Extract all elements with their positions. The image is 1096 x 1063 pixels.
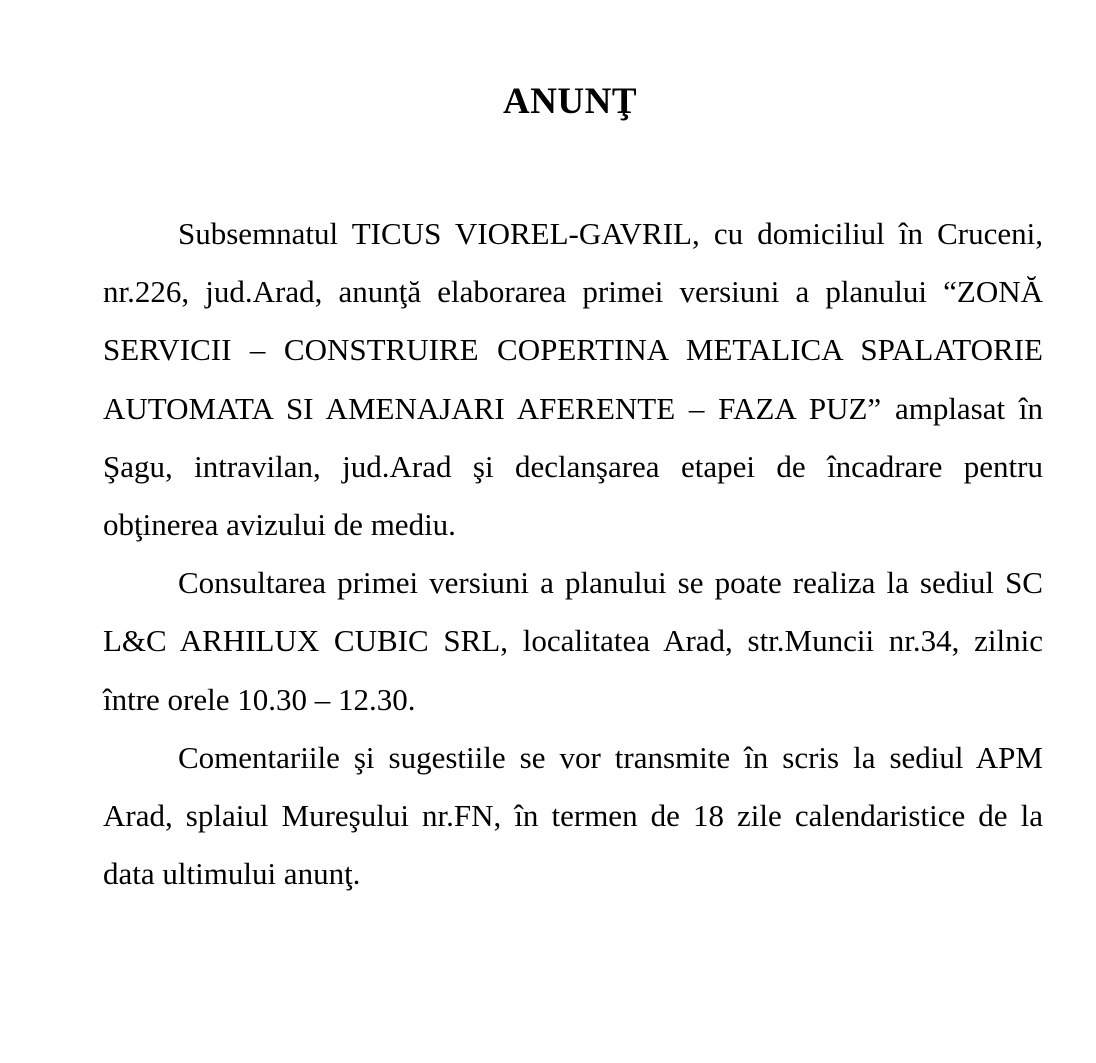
document-body [103,205,1043,903]
paragraph-announcement: Subsemnatul TICUS VIOREL-GAVRIL, cu domiciliul în Cruceni, nr.226, jud.Arad, anunţă elaborarea primei versiuni a planului “ZONĂ SERVICII – CONSTRUIRE COPERTINA METALICA SPALATORIE AUTOMATA SI AMENAJARI AFERENTE – FAZA PUZ” amplasat în Şagu, intravilan, jud.Arad şi declanşarea etapei de încadrare pentru obţinerea avizului de mediu. [103,216,1043,543]
document-title: ANUNŢ [502,81,638,122]
paragraph-consultation: Consultarea primei versiuni a planului se poate realiza la sediul SC L&C ARHILUX CUBIC SRL, localitatea Arad, str.Muncii nr.34, zilnic între orele 10.30 – 12.30. [103,565,1043,717]
paragraph-comments: Comentariile şi sugestiile se vor transmite în scris la sediul APM Arad, splaiul Mureşului nr.FN, în termen de 18 zile calendaristice de la data ultimului anunţ. [103,739,1043,892]
